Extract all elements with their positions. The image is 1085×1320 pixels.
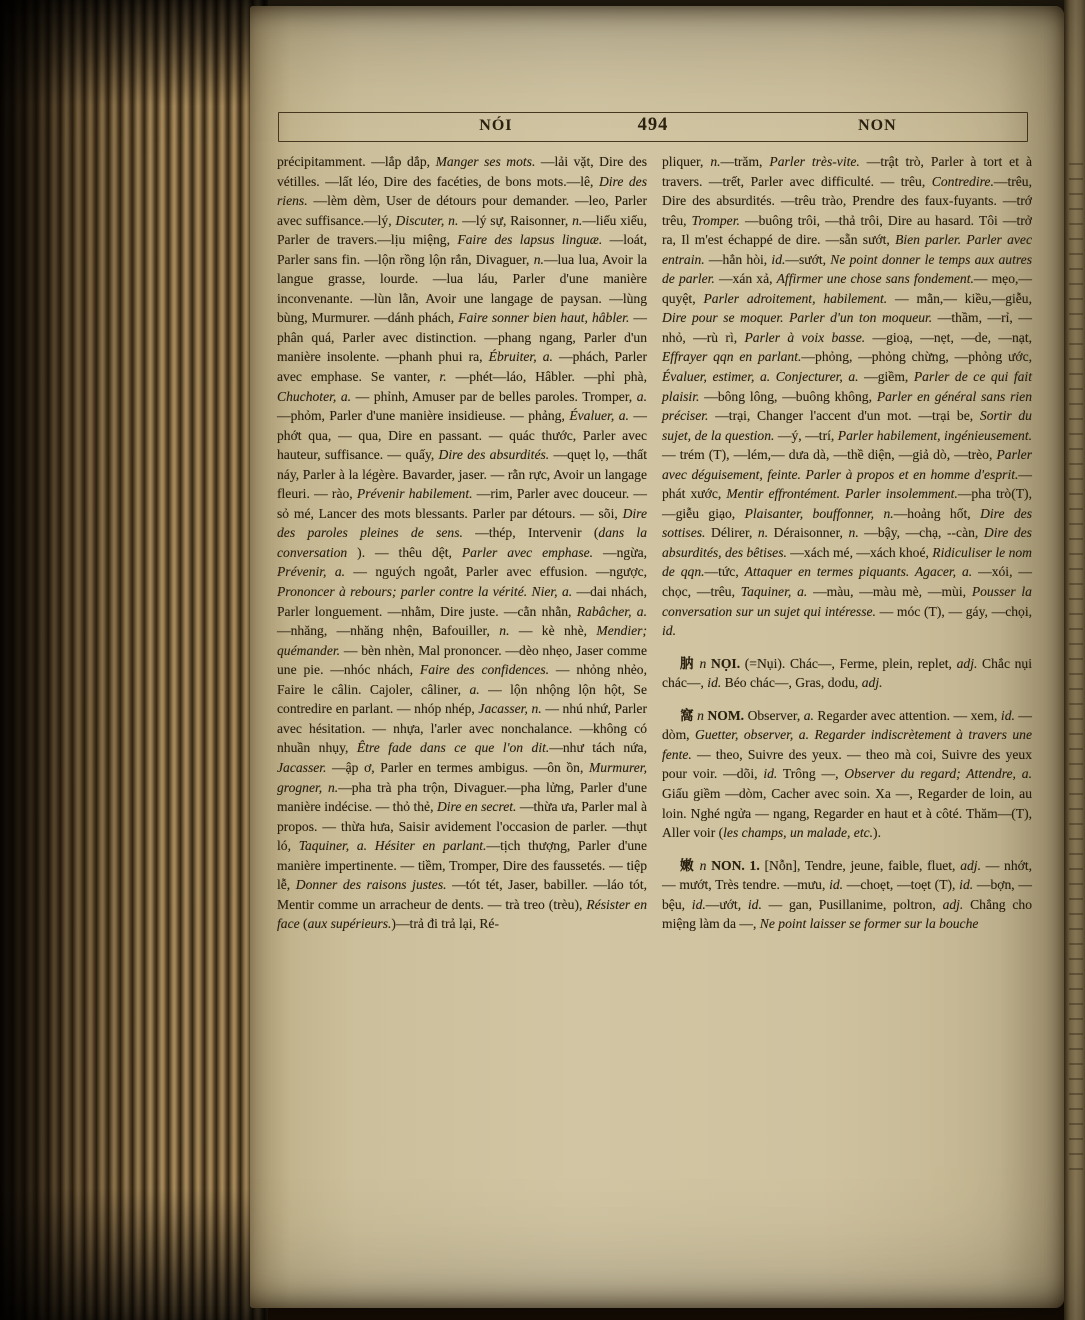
running-head-box <box>278 112 1028 142</box>
dictionary-page <box>250 6 1064 1308</box>
header-right-word: NON <box>858 117 897 134</box>
page-number: 494 <box>637 115 669 135</box>
dictionary-entry: 肭 n NỌI. (=Nụi). Chác—, Ferme, plein, replet, adj. Chắc nụi chác—, id. Béo chác—, Gras, dodu, adj. <box>662 655 1033 691</box>
book-page-edges <box>0 0 268 1320</box>
next-page-edge <box>1064 0 1085 1320</box>
dictionary-entry: 嫩 n NON. 1. [Nỗn], Tendre, jeune, faible, fluet, adj. — nhớt, — mướt, Très tendre. —mưu, id. —choẹt, —toẹt (T), id. —bợn, —bệu, id.—ướt, id. — gan, Pusillanime, poltron, adj. Chẳng cho miệng làm da —, Ne point laisser se former sur la bouche <box>662 857 1033 932</box>
paragraph: pliquer, n.—trăm, Parler très-vite. —trật trò, Parler à tort et à travers. —trết, Parler avec difficulté. — trêu, Contredire.—trêu, Dire des absurdités. —trêu trào, Prendre des faux-fuyants. —trớ trêu, Tromper. —buông trôi, —thả trôi, Dire au hasard. Tôi —trở ra, Il m'est échappé de dire. —sẵn sướt, Bien parler. Parler avec entrain. —hẳn hòi, id.—sướt, Ne point donner le temps aux autres de parler. —xán xả, Affirmer une chose sans fondement.— mẹo,—quyệt, Parler adroitement, habilement. — mằn,— kiều,—giễu, Dire pour se moquer. Parler d'un ton moqueur. —thầm, —rỉ, —nhỏ, —rù rì, Parler à voix basse. —gioạ, —nẹt, —de, —nạt, Effrayer qqn en parlant.—phỏng, —phỏng chừng, —phỏng ước, Évaluer, estimer, a. Conjecturer, a. —giềm, Parler de ce qui fait plaisir. —bông lông, —buông không, Parler en général sans rien préciser. —trại, Changer l'accent d'un mot. —trại be, Sortir du sujet, de la question. —ý, —trí, Parler habilement, ingénieusement. — trém (T), —lém,— dưa dà, —thề diện, —giả dò, —trèo, Parler avec déguisement, feinte. Parler à propos et en homme d'esprit.—phát xước, Mentir effrontément. Parler insolemment.—pha trò(T),—giễu giạo, Plaisanter, bouffonner, n.—hoảng hốt, Dire des sottises. Délirer, n. Déraisonner, n. —bậy, —chạ, --càn, Dire des absurdités, des bêtises. —xách mé, —xách khoé, Ridiculiser le nom de qqn.—tức, Attaquer en termes piquants. Agacer, a. —xói, —chọc, —trêu, Taquiner, a. —màu, —màu mè, —mùi, Pousser la conversation sur un sujet qui intéresse. — móc (T), — gáy, —chọi, id. <box>662 154 1033 639</box>
right-column <box>662 152 1032 934</box>
text-columns <box>277 152 1033 934</box>
header-left-word: NÓI <box>479 117 513 134</box>
left-column <box>277 152 647 934</box>
dictionary-entry: 窩 n NOM. Observer, a. Regarder avec attention. — xem, id. — dòm, Guetter, observer, a. Regarder indiscrètement à travers une fente. — theo, Suivre des yeux. — theo mà coi, Suivre des yeux pour voir. —dõi, id. Trông —, Observer du regard; Attendre, a. Giấu giềm —dòm, Cacher avec soin. Xa —, Regarder de loin, au loin. Nghé ngửa — ngang, Regarder en haut et à côté. Thăm—(T), Aller voir (les champs, un malade, etc.). <box>662 707 1032 841</box>
paragraph: précipitamment. —lắp dắp, Manger ses mots. —lải vặt, Dire des vétilles. —lất léo, Dire des facéties, de bons mots.—lê, Dire des riens. —lèm dèm, User de détours pour demander. —leo, Parler avec suffisance.—lý, Discuter, n. —lý sự, Raisonner, n.—liếu xiếu, Parler de travers.—lịu miệng, Faire des lapsus linguæ. —loát, Parler sans fin. —lộn rồng lộn rắn, Divaguer, n.—lua lua, Avoir la langue grasse, lourde. —lua láu, Parler d'une manière inconvenante. —lùn lằn, Avoir une langage de paysan. —lùng bùng, Murmurer. —dánh phách, Faire sonner bien haut, hâbler. —phân quá, Parler avec distinction. —phang ngang, Parler d'un manière insolente. —phanh phui ra, Ébruiter, a. —phách, Parler avec emphase. Se vanter, r. —phét—láo, Hâbler. —phỉ phà, Chuchoter, a. — phỉnh, Amuser par de belles paroles. Tromper, a.—phỏm, Parler d'une manière insidieuse. — phảng, Évaluer, a. — phớt qua, — qua, Dire en passant. — quác thước, Parler avec hauteur, suffisance. — quấy, Dire des absurdités. —quẹt lọ, —thất náy, Parler à la légère. Bavarder, jaser. — rằn rực, Avoir un langage fleuri. — rào, Prévenir habilement. —rim, Parler avec douceur. — sỏ mé, Lancer des mots blessants. Parler par détours. — sõi, Dire des paroles pleines de sens. —thép, Intervenir (dans la conversation ). — thêu dệt, Parler avec emphase. —ngừa, Prévenir, a. — nguých ngoắt, Parler avec effusion. —ngược, Prononcer à rebours; parler contre la vérité. Nier, a. —dai nhách, Parler longuement. —nhằm, Dire juste. —cằn nhằn, Rabâcher, a. —nhăng, —nhăng nhện, Bafouiller, n. — kè nhè, Mendier; quémander. — bèn nhèn, Mal prononcer. —dèo nhẹo, Jaser comme une pie. —nhóc nhách, Faire des confidences. — nhỏng nhẻo, Faire le câlin. Cajoler, câliner, a. — lộn nhộng lộn hột, Se contredire en parlant. — nhóp nhép, Jacasser, n. — nhú nhứ, Parler avec hésitation. — nhựa, l'arler avec nonchalance. —không có nhuần nhụy, Être fade dans ce que l'on dit.—như tách nứa, Jacasser. —ập ơ, Parler en termes ambigus. —ôn ồn, Murmurer, grogner, n.—pha trà pha trộn, Divaguer.—pha lửng, Parler d'une manière indécise. — thỏ thẻ, Dire en secret. —thừa ưa, Parler mal à propos. — thừa hưa, Saisir avidement l'occasion de parler. —thụt ló, Taquiner, a. Hésiter en parlant.—tịch thượng, Parler d'une manière impertinente. — tiềm, Tromper, Dire des faussetés. — tiệp lễ, Donner des raisons justes. —tót tét, Jaser, babiller. —láo tót, Mentir comme un arracheur de dents. — trà treo (trèu), Résister en face (aux supérieurs.)—trả đi trả lại, Ré- <box>277 154 648 932</box>
clipped-text-marks <box>1069 150 1083 1170</box>
